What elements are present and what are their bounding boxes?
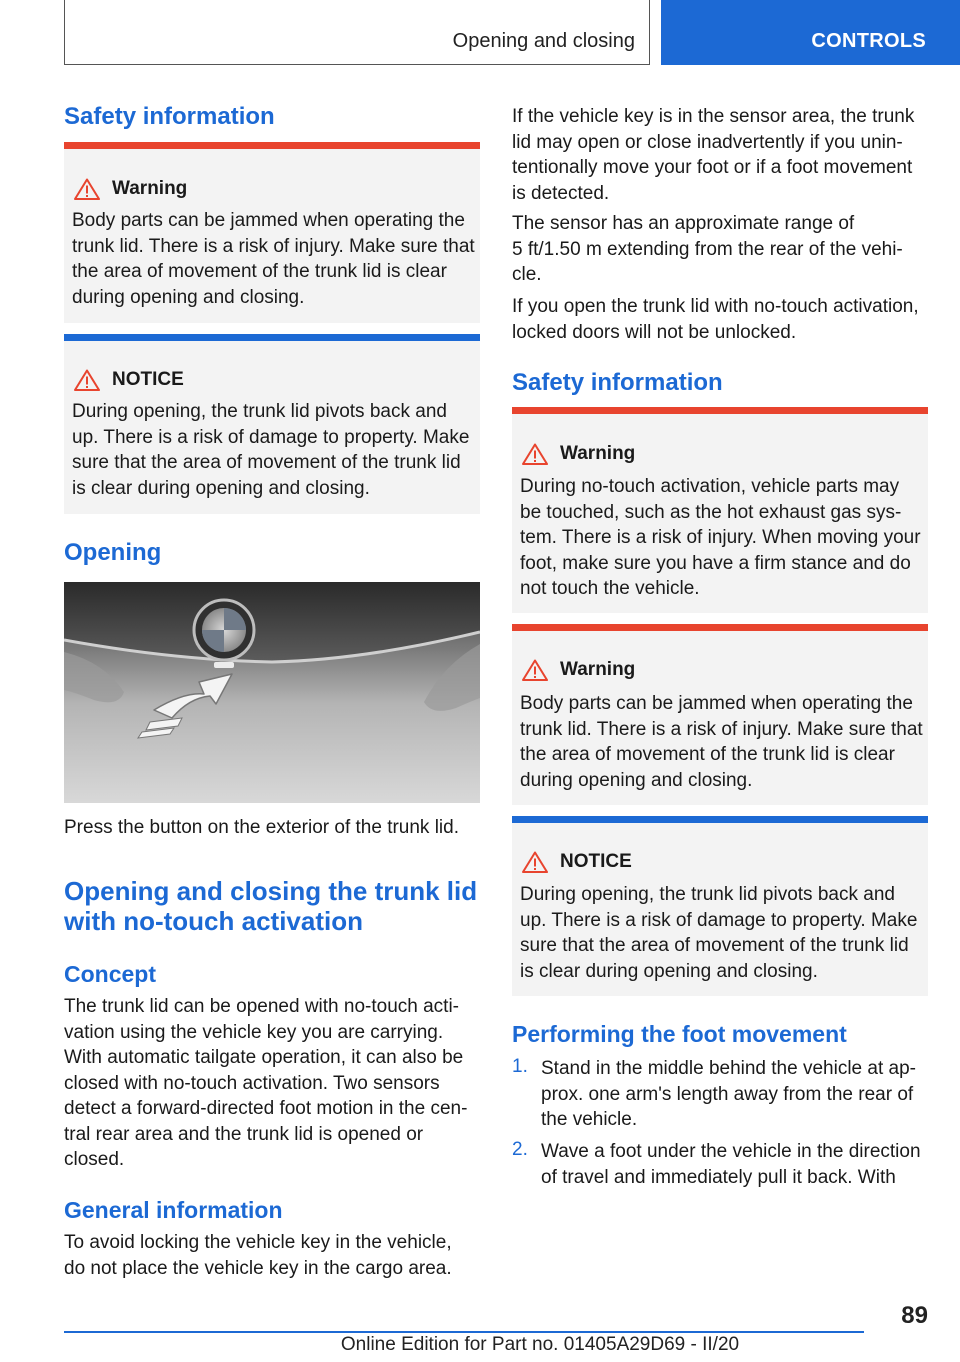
notice-title: NOTICE xyxy=(112,369,184,390)
page-number: 89 xyxy=(901,1302,928,1329)
warning-text: Body parts can be jammed when operating the trunk lid. There is a risk of injury. Make sure that the area of movement of the trunk lid is clear during opening and closing. xyxy=(520,693,923,791)
step-text: Stand in the middle behind the vehicle at ap- prox. one arm's length away from the rear of the vehicle. xyxy=(541,1058,916,1130)
trunk-button-photo xyxy=(64,582,480,803)
notice-text: During opening, the trunk lid pivots back and up. There is a risk of damage to property. Make sure that the area of movement of the trunk lid is clear during opening and closing. xyxy=(520,884,918,982)
warning-triangle-icon xyxy=(522,443,548,465)
notice-triangle-icon xyxy=(522,851,548,873)
notice-box-2 xyxy=(512,816,928,996)
concept-heading: Concept xyxy=(64,961,156,987)
notice-triangle-icon xyxy=(74,369,100,391)
general-information-heading: General information xyxy=(64,1197,283,1223)
locked-doors-text: If you open the trunk lid with no-touch activation, locked doors will not be unlocked. xyxy=(512,296,919,343)
notice-box xyxy=(64,334,480,514)
warning-text: During no-touch activation, vehicle parts may be touched, such as the hot exhaust gas sys- tem. There is a risk of injury. When moving your foot, make sure you have a firm stance and do not touch the vehicle. xyxy=(520,476,921,599)
chapter-tab xyxy=(661,0,960,65)
footer-divider xyxy=(64,1331,864,1333)
foot-movement-heading: Performing the foot movement xyxy=(512,1021,847,1047)
warning-text: Body parts can be jammed when operating the trunk lid. There is a risk of injury. Make sure that the area of movement of the trunk lid is clear during opening and closing. xyxy=(72,210,475,308)
trunk-lid-illustration xyxy=(64,582,480,803)
safety-information-heading: Safety information xyxy=(64,103,275,130)
concept-text: The trunk lid can be opened with no-touch acti- vation using the vehicle key you are carrying. With automatic tailgate operation, it can also be closed with no-touch activation. Two sensors detect a forward-directed foot motion in the cen- tral rear area and the trunk lid is opened or closed. xyxy=(64,996,468,1170)
general-information-text: To avoid locking the vehicle key in the vehicle, do not place the vehicle key in the cargo area. xyxy=(64,1232,452,1279)
warning-triangle-icon xyxy=(74,178,100,200)
warning-title: Warning xyxy=(560,443,636,464)
step-number: 1. xyxy=(512,1056,528,1077)
warning-triangle-icon xyxy=(522,659,548,681)
opening-heading: Opening xyxy=(64,539,162,566)
footer-edition: Online Edition for Part no. 01405A29D69 - II/20 xyxy=(340,1334,740,1355)
sensor-range-text: The sensor has an approximate range of 5 ft/1.50 m extending from the rear of the vehi- cle. xyxy=(512,213,903,285)
sensor-area-text: If the vehicle key is in the sensor area, the trunk lid may open or close inadvertently if you unin- tentionally move your foot or if a foot movement is detected. xyxy=(512,106,915,204)
notice-title: NOTICE xyxy=(560,851,632,872)
step-number: 2. xyxy=(512,1139,528,1160)
section-title: Opening and closing xyxy=(452,30,635,52)
warning-title: Warning xyxy=(560,659,636,680)
warning-box-3 xyxy=(512,624,928,805)
no-touch-heading: Opening and closing the trunk lid with no-touch activation xyxy=(64,876,478,936)
running-header xyxy=(64,0,650,65)
opening-caption: Press the button on the exterior of the trunk lid. xyxy=(64,817,460,838)
chapter-tab-label: CONTROLS xyxy=(811,30,926,52)
step-text: Wave a foot under the vehicle in the direction of travel and immediately pull it back. With xyxy=(541,1141,921,1188)
notice-text: During opening, the trunk lid pivots back and up. There is a risk of damage to property. Make sure that the area of movement of the trunk lid is clear during opening and closing. xyxy=(72,401,470,499)
safety-information-heading-2: Safety information xyxy=(512,369,723,396)
warning-box-2 xyxy=(512,407,928,613)
warning-box xyxy=(64,142,480,323)
warning-title: Warning xyxy=(112,178,188,199)
